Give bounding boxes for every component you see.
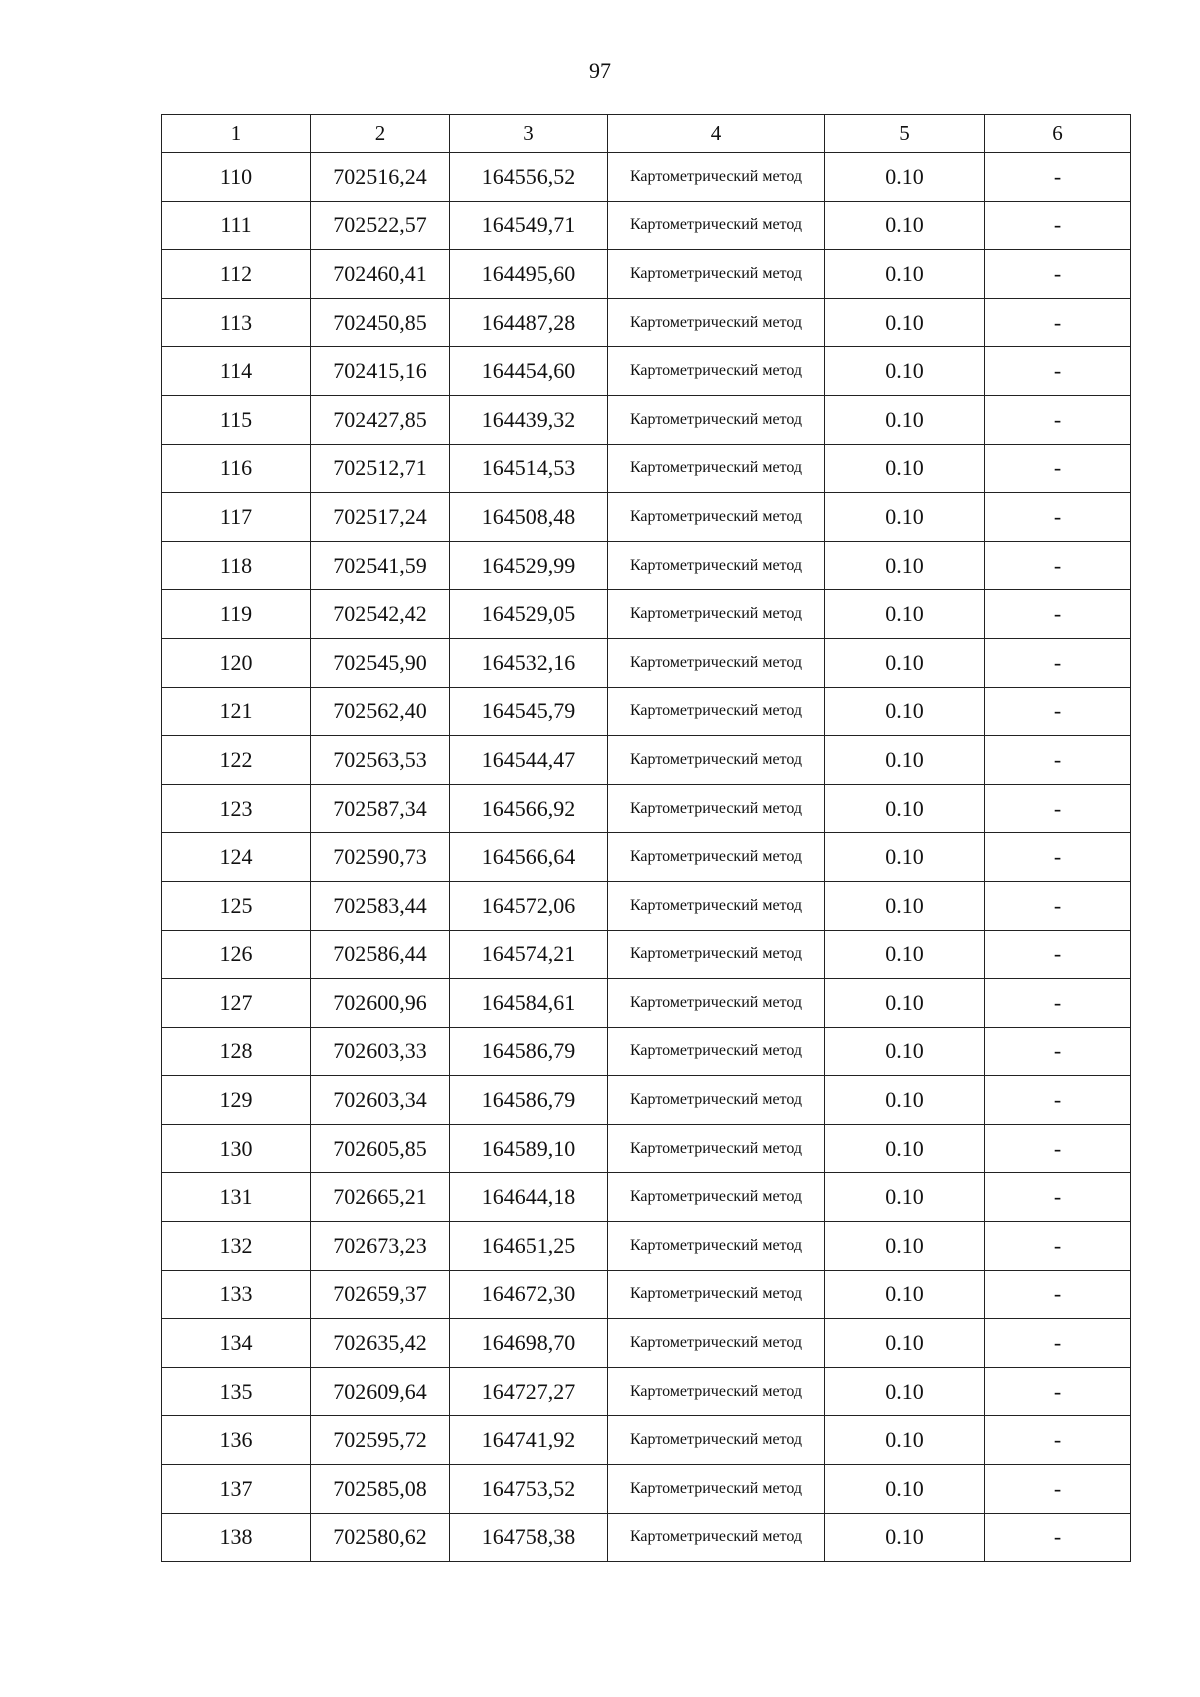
accuracy-cell: 0.10 bbox=[825, 930, 985, 979]
note-cell: - bbox=[985, 1124, 1131, 1173]
y-coordinate-cell: 164672,30 bbox=[450, 1270, 608, 1319]
note-cell: - bbox=[985, 1416, 1131, 1465]
method-cell: Картометрический метод bbox=[608, 541, 825, 590]
method-cell: Картометрический метод bbox=[608, 784, 825, 833]
x-coordinate-cell: 702563,53 bbox=[311, 736, 450, 785]
table-row bbox=[162, 833, 1131, 882]
accuracy-cell: 0.10 bbox=[825, 1027, 985, 1076]
y-coordinate-cell: 164556,52 bbox=[450, 153, 608, 202]
note-cell: - bbox=[985, 1270, 1131, 1319]
method-cell: Картометрический метод bbox=[608, 395, 825, 444]
method-cell: Картометрический метод bbox=[608, 1124, 825, 1173]
x-coordinate-cell: 702603,33 bbox=[311, 1027, 450, 1076]
point-number-cell: 118 bbox=[162, 541, 311, 590]
x-coordinate-cell: 702542,42 bbox=[311, 590, 450, 639]
point-number-cell: 113 bbox=[162, 298, 311, 347]
point-number-cell: 116 bbox=[162, 444, 311, 493]
method-cell: Картометрический метод bbox=[608, 298, 825, 347]
method-cell: Картометрический метод bbox=[608, 930, 825, 979]
note-cell: - bbox=[985, 1027, 1131, 1076]
point-number-cell: 124 bbox=[162, 833, 311, 882]
table-row bbox=[162, 930, 1131, 979]
note-cell: - bbox=[985, 930, 1131, 979]
accuracy-cell: 0.10 bbox=[825, 833, 985, 882]
table-row bbox=[162, 1027, 1131, 1076]
table-row bbox=[162, 1222, 1131, 1271]
note-cell: - bbox=[985, 881, 1131, 930]
point-number-cell: 126 bbox=[162, 930, 311, 979]
x-coordinate-cell: 702583,44 bbox=[311, 881, 450, 930]
accuracy-cell: 0.10 bbox=[825, 493, 985, 542]
method-cell: Картометрический метод bbox=[608, 444, 825, 493]
method-cell: Картометрический метод bbox=[608, 979, 825, 1028]
note-cell: - bbox=[985, 1367, 1131, 1416]
x-coordinate-cell: 702603,34 bbox=[311, 1076, 450, 1125]
accuracy-cell: 0.10 bbox=[825, 1270, 985, 1319]
x-coordinate-cell: 702673,23 bbox=[311, 1222, 450, 1271]
note-cell: - bbox=[985, 979, 1131, 1028]
note-cell: - bbox=[985, 250, 1131, 299]
y-coordinate-cell: 164545,79 bbox=[450, 687, 608, 736]
accuracy-cell: 0.10 bbox=[825, 1076, 985, 1125]
point-number-cell: 134 bbox=[162, 1319, 311, 1368]
table-row bbox=[162, 1465, 1131, 1514]
note-cell: - bbox=[985, 201, 1131, 250]
y-coordinate-cell: 164529,05 bbox=[450, 590, 608, 639]
y-coordinate-cell: 164589,10 bbox=[450, 1124, 608, 1173]
point-number-cell: 111 bbox=[162, 201, 311, 250]
point-number-cell: 120 bbox=[162, 638, 311, 687]
accuracy-cell: 0.10 bbox=[825, 1465, 985, 1514]
point-number-cell: 122 bbox=[162, 736, 311, 785]
table-row bbox=[162, 590, 1131, 639]
method-cell: Картометрический метод bbox=[608, 736, 825, 785]
point-number-cell: 121 bbox=[162, 687, 311, 736]
x-coordinate-cell: 702522,57 bbox=[311, 201, 450, 250]
header-cell-3: 3 bbox=[450, 115, 608, 153]
table-row bbox=[162, 444, 1131, 493]
point-number-cell: 130 bbox=[162, 1124, 311, 1173]
point-number-cell: 127 bbox=[162, 979, 311, 1028]
point-number-cell: 125 bbox=[162, 881, 311, 930]
x-coordinate-cell: 702595,72 bbox=[311, 1416, 450, 1465]
y-coordinate-cell: 164566,64 bbox=[450, 833, 608, 882]
accuracy-cell: 0.10 bbox=[825, 638, 985, 687]
accuracy-cell: 0.10 bbox=[825, 250, 985, 299]
y-coordinate-cell: 164651,25 bbox=[450, 1222, 608, 1271]
accuracy-cell: 0.10 bbox=[825, 590, 985, 639]
table-body bbox=[162, 153, 1131, 1562]
accuracy-cell: 0.10 bbox=[825, 298, 985, 347]
y-coordinate-cell: 164584,61 bbox=[450, 979, 608, 1028]
table-row bbox=[162, 1270, 1131, 1319]
note-cell: - bbox=[985, 638, 1131, 687]
accuracy-cell: 0.10 bbox=[825, 736, 985, 785]
table-row bbox=[162, 347, 1131, 396]
point-number-cell: 138 bbox=[162, 1513, 311, 1562]
y-coordinate-cell: 164529,99 bbox=[450, 541, 608, 590]
table-header bbox=[162, 115, 1131, 153]
header-cell-1: 1 bbox=[162, 115, 311, 153]
y-coordinate-cell: 164586,79 bbox=[450, 1027, 608, 1076]
header-cell-5: 5 bbox=[825, 115, 985, 153]
note-cell: - bbox=[985, 1465, 1131, 1514]
x-coordinate-cell: 702427,85 bbox=[311, 395, 450, 444]
note-cell: - bbox=[985, 833, 1131, 882]
point-number-cell: 119 bbox=[162, 590, 311, 639]
table-row bbox=[162, 881, 1131, 930]
note-cell: - bbox=[985, 541, 1131, 590]
y-coordinate-cell: 164549,71 bbox=[450, 201, 608, 250]
table-row bbox=[162, 784, 1131, 833]
point-number-cell: 133 bbox=[162, 1270, 311, 1319]
accuracy-cell: 0.10 bbox=[825, 395, 985, 444]
point-number-cell: 112 bbox=[162, 250, 311, 299]
note-cell: - bbox=[985, 153, 1131, 202]
y-coordinate-cell: 164644,18 bbox=[450, 1173, 608, 1222]
y-coordinate-cell: 164439,32 bbox=[450, 395, 608, 444]
x-coordinate-cell: 702590,73 bbox=[311, 833, 450, 882]
method-cell: Картометрический метод bbox=[608, 1270, 825, 1319]
y-coordinate-cell: 164698,70 bbox=[450, 1319, 608, 1368]
method-cell: Картометрический метод bbox=[608, 1367, 825, 1416]
method-cell: Картометрический метод bbox=[608, 493, 825, 542]
y-coordinate-cell: 164753,52 bbox=[450, 1465, 608, 1514]
y-coordinate-cell: 164495,60 bbox=[450, 250, 608, 299]
page-number: 97 bbox=[589, 58, 611, 83]
x-coordinate-cell: 702580,62 bbox=[311, 1513, 450, 1562]
note-cell: - bbox=[985, 687, 1131, 736]
method-cell: Картометрический метод bbox=[608, 201, 825, 250]
x-coordinate-cell: 702659,37 bbox=[311, 1270, 450, 1319]
method-cell: Картометрический метод bbox=[608, 833, 825, 882]
x-coordinate-cell: 702562,40 bbox=[311, 687, 450, 736]
note-cell: - bbox=[985, 298, 1131, 347]
x-coordinate-cell: 702541,59 bbox=[311, 541, 450, 590]
x-coordinate-cell: 702586,44 bbox=[311, 930, 450, 979]
point-number-cell: 136 bbox=[162, 1416, 311, 1465]
y-coordinate-cell: 164741,92 bbox=[450, 1416, 608, 1465]
point-number-cell: 110 bbox=[162, 153, 311, 202]
y-coordinate-cell: 164586,79 bbox=[450, 1076, 608, 1125]
x-coordinate-cell: 702517,24 bbox=[311, 493, 450, 542]
x-coordinate-cell: 702460,41 bbox=[311, 250, 450, 299]
x-coordinate-cell: 702587,34 bbox=[311, 784, 450, 833]
table-row bbox=[162, 1124, 1131, 1173]
table-row bbox=[162, 395, 1131, 444]
note-cell: - bbox=[985, 444, 1131, 493]
table-row bbox=[162, 153, 1131, 202]
table-row bbox=[162, 1367, 1131, 1416]
y-coordinate-cell: 164508,48 bbox=[450, 493, 608, 542]
y-coordinate-cell: 164574,21 bbox=[450, 930, 608, 979]
note-cell: - bbox=[985, 347, 1131, 396]
point-number-cell: 132 bbox=[162, 1222, 311, 1271]
x-coordinate-cell: 702600,96 bbox=[311, 979, 450, 1028]
x-coordinate-cell: 702635,42 bbox=[311, 1319, 450, 1368]
note-cell: - bbox=[985, 493, 1131, 542]
y-coordinate-cell: 164454,60 bbox=[450, 347, 608, 396]
point-number-cell: 137 bbox=[162, 1465, 311, 1514]
accuracy-cell: 0.10 bbox=[825, 1222, 985, 1271]
table-row bbox=[162, 1076, 1131, 1125]
accuracy-cell: 0.10 bbox=[825, 1367, 985, 1416]
x-coordinate-cell: 702450,85 bbox=[311, 298, 450, 347]
note-cell: - bbox=[985, 395, 1131, 444]
point-number-cell: 131 bbox=[162, 1173, 311, 1222]
note-cell: - bbox=[985, 1173, 1131, 1222]
accuracy-cell: 0.10 bbox=[825, 347, 985, 396]
accuracy-cell: 0.10 bbox=[825, 979, 985, 1028]
method-cell: Картометрический метод bbox=[608, 638, 825, 687]
method-cell: Картометрический метод bbox=[608, 250, 825, 299]
method-cell: Картометрический метод bbox=[608, 1222, 825, 1271]
table-row bbox=[162, 493, 1131, 542]
header-row bbox=[162, 115, 1131, 153]
note-cell: - bbox=[985, 1076, 1131, 1125]
note-cell: - bbox=[985, 1513, 1131, 1562]
table-row bbox=[162, 1513, 1131, 1562]
accuracy-cell: 0.10 bbox=[825, 153, 985, 202]
note-cell: - bbox=[985, 736, 1131, 785]
y-coordinate-cell: 164544,47 bbox=[450, 736, 608, 785]
method-cell: Картометрический метод bbox=[608, 1465, 825, 1514]
note-cell: - bbox=[985, 590, 1131, 639]
y-coordinate-cell: 164572,06 bbox=[450, 881, 608, 930]
table-row bbox=[162, 979, 1131, 1028]
accuracy-cell: 0.10 bbox=[825, 541, 985, 590]
y-coordinate-cell: 164727,27 bbox=[450, 1367, 608, 1416]
accuracy-cell: 0.10 bbox=[825, 1513, 985, 1562]
table-row bbox=[162, 541, 1131, 590]
accuracy-cell: 0.10 bbox=[825, 1173, 985, 1222]
accuracy-cell: 0.10 bbox=[825, 881, 985, 930]
point-number-cell: 123 bbox=[162, 784, 311, 833]
note-cell: - bbox=[985, 1222, 1131, 1271]
table-row bbox=[162, 638, 1131, 687]
accuracy-cell: 0.10 bbox=[825, 784, 985, 833]
y-coordinate-cell: 164566,92 bbox=[450, 784, 608, 833]
y-coordinate-cell: 164532,16 bbox=[450, 638, 608, 687]
y-coordinate-cell: 164758,38 bbox=[450, 1513, 608, 1562]
point-number-cell: 129 bbox=[162, 1076, 311, 1125]
x-coordinate-cell: 702605,85 bbox=[311, 1124, 450, 1173]
accuracy-cell: 0.10 bbox=[825, 1319, 985, 1368]
accuracy-cell: 0.10 bbox=[825, 1124, 985, 1173]
point-number-cell: 114 bbox=[162, 347, 311, 396]
accuracy-cell: 0.10 bbox=[825, 201, 985, 250]
header-cell-2: 2 bbox=[311, 115, 450, 153]
y-coordinate-cell: 164487,28 bbox=[450, 298, 608, 347]
x-coordinate-cell: 702609,64 bbox=[311, 1367, 450, 1416]
x-coordinate-cell: 702512,71 bbox=[311, 444, 450, 493]
accuracy-cell: 0.10 bbox=[825, 687, 985, 736]
method-cell: Картометрический метод bbox=[608, 1076, 825, 1125]
point-number-cell: 128 bbox=[162, 1027, 311, 1076]
x-coordinate-cell: 702665,21 bbox=[311, 1173, 450, 1222]
method-cell: Картометрический метод bbox=[608, 881, 825, 930]
point-number-cell: 135 bbox=[162, 1367, 311, 1416]
table-row bbox=[162, 1416, 1131, 1465]
method-cell: Картометрический метод bbox=[608, 1173, 825, 1222]
point-number-cell: 115 bbox=[162, 395, 311, 444]
note-cell: - bbox=[985, 784, 1131, 833]
table-row bbox=[162, 687, 1131, 736]
coordinates-table bbox=[161, 114, 1131, 1562]
table-row bbox=[162, 1319, 1131, 1368]
table-row bbox=[162, 201, 1131, 250]
point-number-cell: 117 bbox=[162, 493, 311, 542]
x-coordinate-cell: 702516,24 bbox=[311, 153, 450, 202]
header-cell-4: 4 bbox=[608, 115, 825, 153]
method-cell: Картометрический метод bbox=[608, 687, 825, 736]
table-row bbox=[162, 1173, 1131, 1222]
accuracy-cell: 0.10 bbox=[825, 1416, 985, 1465]
x-coordinate-cell: 702545,90 bbox=[311, 638, 450, 687]
accuracy-cell: 0.10 bbox=[825, 444, 985, 493]
x-coordinate-cell: 702585,08 bbox=[311, 1465, 450, 1514]
table-row bbox=[162, 736, 1131, 785]
header-cell-6: 6 bbox=[985, 115, 1131, 153]
method-cell: Картометрический метод bbox=[608, 1027, 825, 1076]
x-coordinate-cell: 702415,16 bbox=[311, 347, 450, 396]
method-cell: Картометрический метод bbox=[608, 153, 825, 202]
method-cell: Картометрический метод bbox=[608, 1416, 825, 1465]
method-cell: Картометрический метод bbox=[608, 1319, 825, 1368]
note-cell: - bbox=[985, 1319, 1131, 1368]
method-cell: Картометрический метод bbox=[608, 1513, 825, 1562]
table-row bbox=[162, 250, 1131, 299]
table-row bbox=[162, 298, 1131, 347]
method-cell: Картометрический метод bbox=[608, 347, 825, 396]
method-cell: Картометрический метод bbox=[608, 590, 825, 639]
y-coordinate-cell: 164514,53 bbox=[450, 444, 608, 493]
